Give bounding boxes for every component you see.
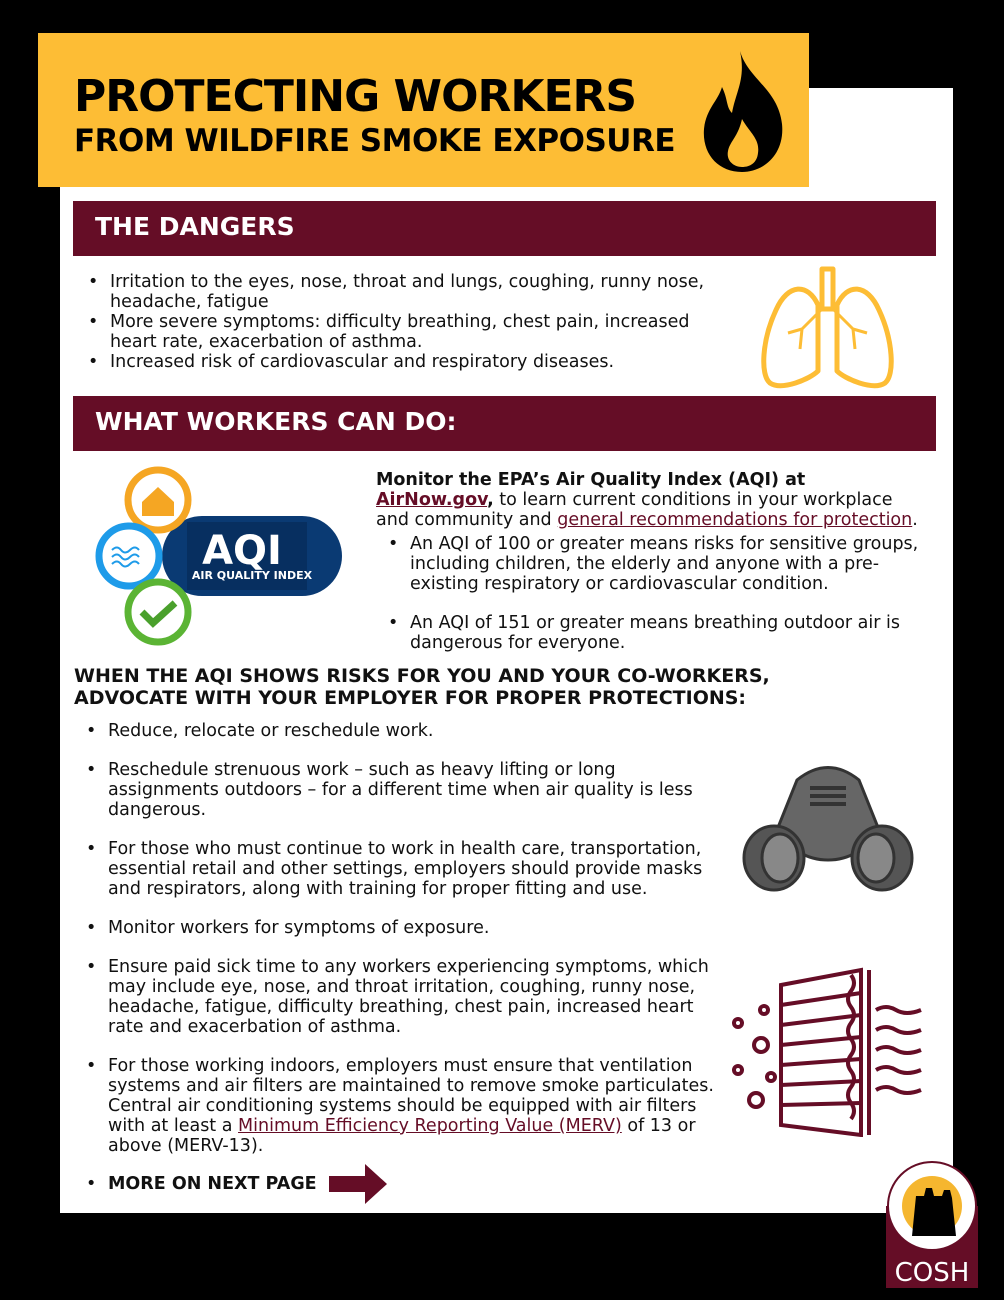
- list-item: • Ensure paid sick time to any workers experiencing symptoms, which may include eye, nose, and throat irritation, coughing, runny nose, headache, fatigue, difficulty breathing, chest pain, increased heart rate and exacerbation of asthma.: [86, 957, 726, 1037]
- list-item: • Irritation to the eyes, nose, throat and lungs, coughing, runny nose, headache, fatigue: [88, 272, 708, 312]
- flame-icon: [698, 49, 788, 174]
- monitor-lead: Monitor the EPA’s Air Quality Index (AQI) at: [376, 470, 806, 490]
- cosh-logo-text: COSH: [894, 1258, 970, 1288]
- header-banner: [38, 33, 809, 187]
- page-subtitle: FROM WILDFIRE SMOKE EXPOSURE: [74, 123, 676, 159]
- dangers-list: [88, 272, 708, 372]
- air-filter-icon: [726, 965, 926, 1137]
- advocate-heading: [74, 665, 770, 709]
- list-item: • Reschedule strenuous work – such as heavy lifting or long assignments outdoors – for a different time when air quality is less dangerous.: [86, 760, 726, 820]
- list-item: [86, 1056, 726, 1156]
- advocate-heading-line2: ADVOCATE WITH YOUR EMPLOYER FOR PROPER PROTECTIONS:: [74, 687, 747, 709]
- comma: ,: [487, 490, 494, 510]
- list-item: • More severe symptoms: difficulty breathing, chest pain, increased heart rate, exacerbation of asthma.: [88, 312, 708, 352]
- period: .: [912, 510, 918, 530]
- advocate-heading-line1: WHEN THE AQI SHOWS RISKS FOR YOU AND YOUR CO-WORKERS,: [74, 665, 770, 687]
- section-heading-dangers: THE DANGERS: [73, 201, 936, 256]
- merv-link[interactable]: Minimum Efficiency Reporting Value (MERV): [238, 1116, 622, 1136]
- section-heading-workers: WHAT WORKERS CAN DO:: [73, 396, 936, 451]
- list-item: • An AQI of 151 or greater means breathing outdoor air is dangerous for everyone.: [388, 613, 921, 653]
- list-item: • For those who must continue to work in health care, transportation, essential retail and other settings, employers should provide masks and respirators, along with training for proper fitting and use.: [86, 839, 726, 899]
- aqi-logo-small: AIR QUALITY INDEX: [191, 569, 313, 582]
- merv-text: For those working indoors, employers must ensure that ventilation systems and air filters are maintained to remove smoke particulates. Central air conditioning systems should be equipped with air filters with at least a: [108, 1056, 714, 1136]
- list-item: • Monitor workers for symptoms of exposure.: [86, 918, 726, 938]
- list-item: • An AQI of 100 or greater means risks for sensitive groups, including children, the elderly and anyone with a pre-existing respiratory or cardiovascular condition.: [388, 534, 921, 594]
- aqi-list: [388, 534, 921, 653]
- recommendations-link[interactable]: general recommendations for protection: [557, 510, 913, 530]
- lungs-icon: [760, 265, 895, 390]
- aqi-logo-big: AQI: [202, 528, 282, 574]
- merv-text-end: of 13 or above (MERV-13).: [108, 1116, 696, 1156]
- arrow-right-icon: [329, 1164, 389, 1204]
- list-item: • Reduce, relocate or reschedule work.: [86, 721, 726, 741]
- page-title: PROTECTING WORKERS: [74, 71, 637, 122]
- airnow-link[interactable]: AirNow.gov: [376, 490, 488, 510]
- aqi-logo: [92, 466, 347, 646]
- more-label: MORE ON NEXT PAGE: [108, 1174, 317, 1194]
- cosh-logo: [886, 1160, 978, 1288]
- monitor-text: to learn current conditions in your workplace and community and: [376, 490, 893, 530]
- monitor-aqi-text: [376, 470, 921, 672]
- more-next-page[interactable]: [86, 1164, 389, 1204]
- actions-list: [86, 721, 726, 1175]
- list-item: [86, 1174, 317, 1194]
- respirator-icon: [742, 760, 914, 895]
- list-item: • Increased risk of cardiovascular and respiratory diseases.: [88, 352, 708, 372]
